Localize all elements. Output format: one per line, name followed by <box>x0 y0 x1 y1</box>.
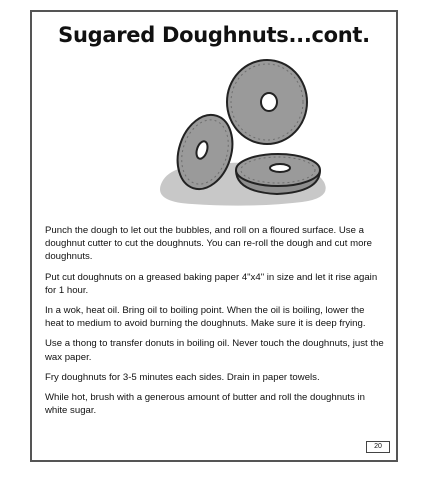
page-frame <box>30 10 398 462</box>
doughnuts-illustration-icon <box>132 52 332 212</box>
page-title: Sugared Doughnuts...cont. <box>58 23 370 47</box>
instruction-paragraph: Fry doughnuts for 3-5 minutes each sides. Drain in paper towels. <box>45 371 320 383</box>
instruction-paragraph: While hot, brush with a generous amount of butter and roll the doughnuts in white sugar. <box>45 392 365 417</box>
instruction-paragraph: In a wok, heat oil. Bring oil to boiling point. When the oil is boiling, lower the heat to medium to avoid burning the doughnuts. Make sure it is deep frying. <box>45 305 366 330</box>
doughnut-front <box>236 154 320 194</box>
page-number: 20 <box>366 441 390 453</box>
instruction-paragraph: Punch the dough to let out the bubbles, and roll on a floured surface. Use a doughnut cutter to cut the doughnuts. You can re-roll the dough and cut more doughnuts. <box>45 225 372 263</box>
instructions-text <box>45 224 385 424</box>
instruction-paragraph: Put cut doughnuts on a greased baking paper 4"x4" in size and let it rise again for 1 hour. <box>45 271 378 296</box>
doughnut-top <box>227 60 307 144</box>
instruction-paragraph: Use a thong to transfer donuts in boiling oil. Never touch the doughnuts, just the wax paper. <box>45 338 384 363</box>
